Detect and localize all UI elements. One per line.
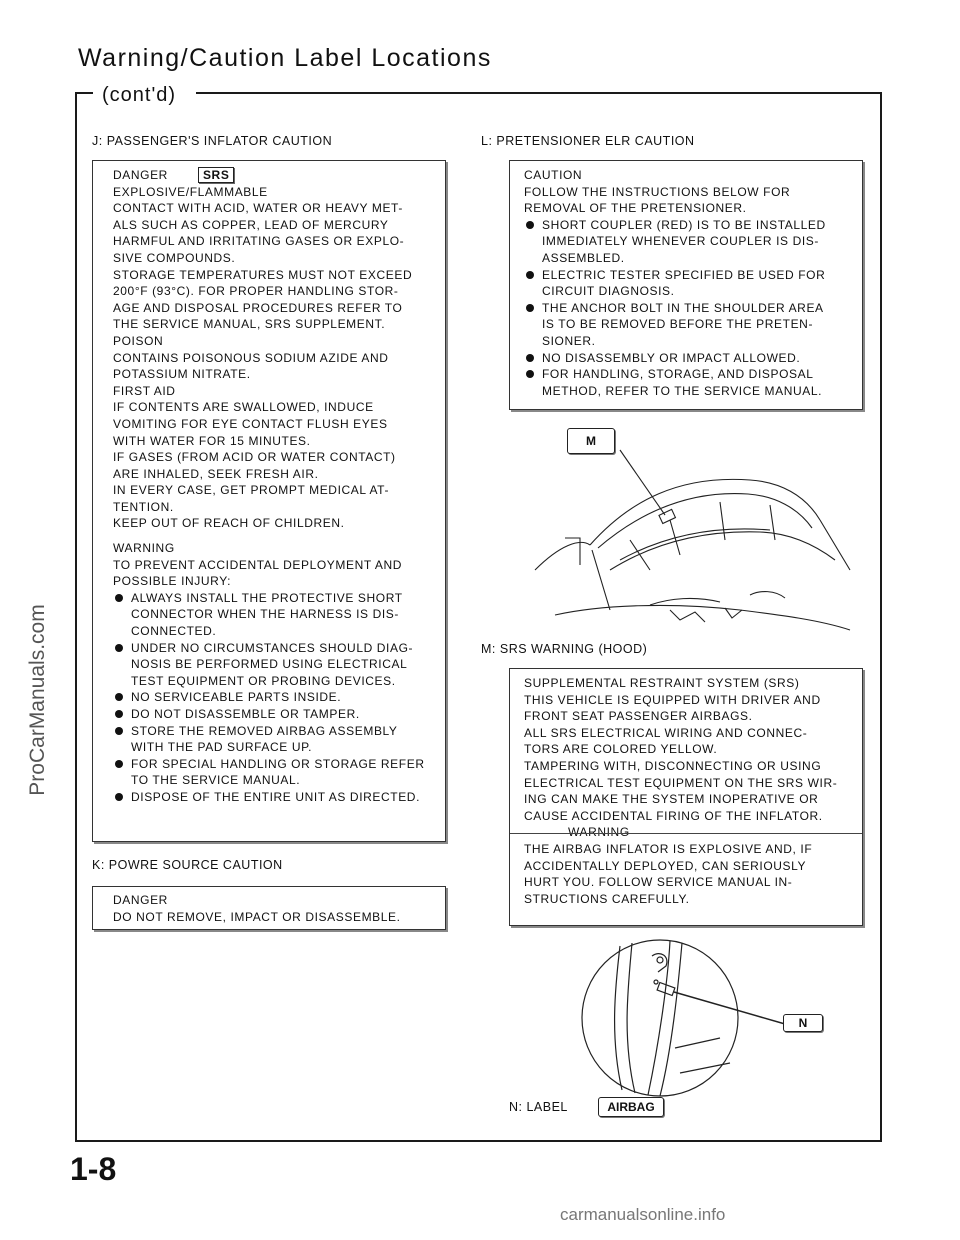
label-line: TO THE SERVICE MANUAL. xyxy=(131,773,301,788)
label-line: REMOVAL OF THE PRETENSIONER. xyxy=(524,201,747,216)
label-line: SIONER. xyxy=(542,333,596,348)
page-subtitle: (cont'd) xyxy=(102,84,177,106)
label-line: TAMPERING WITH, DISCONNECTING OR USING xyxy=(524,758,822,773)
section-l-label: L: PRETENSIONER ELR CAUTION xyxy=(481,134,695,148)
label-line: DANGER xyxy=(113,168,168,182)
label-line: STRUCTIONS CAREFULLY. xyxy=(524,891,690,906)
label-line: METHOD, REFER TO THE SERVICE MANUAL. xyxy=(542,383,823,398)
label-line: WITH WATER FOR 15 MINUTES. xyxy=(113,433,311,448)
label-line: POSSIBLE INJURY: xyxy=(113,574,232,589)
label-line: STORAGE TEMPERATURES MUST NOT EXCEED xyxy=(113,267,413,282)
label-line: IF CONTENTS ARE SWALLOWED, INDUCE xyxy=(113,400,374,415)
label-line: IMMEDIATELY WHENEVER COUPLER IS DIS- xyxy=(542,234,819,249)
watermark-text: ProCarManuals.com xyxy=(26,604,49,796)
section-n-label: N: LABEL xyxy=(509,1100,568,1114)
label-line: THIS VEHICLE IS EQUIPPED WITH DRIVER AND xyxy=(524,692,821,707)
label-line: ELECTRICAL TEST EQUIPMENT ON THE SRS WIR- xyxy=(524,775,838,790)
bullet-item: NO SERVICEABLE PARTS INSIDE. xyxy=(113,689,425,706)
label-line: THE AIRBAG INFLATOR IS EXPLOSIVE AND, IF xyxy=(524,841,813,856)
label-line: FOLLOW THE INSTRUCTIONS BELOW FOR xyxy=(524,184,791,199)
label-line: 200°F (93°C). FOR PROPER HANDLING STOR- xyxy=(113,284,399,299)
label-line: CONNECTOR WHEN THE HARNESS IS DIS- xyxy=(131,607,399,622)
label-line: KEEP OUT OF REACH OF CHILDREN. xyxy=(113,516,345,531)
label-line: IN EVERY CASE, GET PROMPT MEDICAL AT- xyxy=(113,483,390,498)
label-line: CONTACT WITH ACID, WATER OR HEAVY MET- xyxy=(113,201,403,216)
bullet-item: STORE THE REMOVED AIRBAG ASSEMBLY xyxy=(113,723,425,740)
label-line: TORS ARE COLORED YELLOW. xyxy=(524,742,718,757)
label-line: ALS SUCH AS COPPER, LEAD OF MERCURY xyxy=(113,217,389,232)
bullet-item: THE ANCHOR BOLT IN THE SHOULDER AREA xyxy=(524,300,826,317)
bullet-item: FOR SPECIAL HANDLING OR STORAGE REFER xyxy=(113,756,425,773)
label-line: TENTION. xyxy=(113,499,174,514)
section-j-label: J: PASSENGER'S INFLATOR CAUTION xyxy=(92,134,333,148)
section-m-text xyxy=(524,675,837,907)
bullet-item: DO NOT DISASSEMBLE OR TAMPER. xyxy=(113,706,425,723)
label-line: ASSEMBLED. xyxy=(542,250,625,265)
label-line: CAUTION xyxy=(524,168,583,182)
label-line: VOMITING FOR EYE CONTACT FLUSH EYES xyxy=(113,416,388,431)
bullet-item: ALWAYS INSTALL THE PROTECTIVE SHORT xyxy=(113,590,425,607)
label-line: THE SERVICE MANUAL, SRS SUPPLEMENT. xyxy=(113,317,386,332)
label-line: WARNING xyxy=(568,825,630,840)
label-line: FRONT SEAT PASSENGER AIRBAGS. xyxy=(524,709,753,724)
section-j-text xyxy=(113,167,425,806)
label-line: TO PREVENT ACCIDENTAL DEPLOYMENT AND xyxy=(113,557,402,572)
bullet-item: SHORT COUPLER (RED) IS TO BE INSTALLED xyxy=(524,217,826,234)
label-divider xyxy=(510,833,862,834)
label-line: CIRCUIT DIAGNOSIS. xyxy=(542,284,675,299)
bullet-item: FOR HANDLING, STORAGE, AND DISPOSAL xyxy=(524,366,826,383)
section-j-label-box xyxy=(92,160,446,842)
label-line: ARE INHALED, SEEK FRESH AIR. xyxy=(113,466,319,481)
page-number: 1-8 xyxy=(70,1151,117,1187)
label-line: CONTAINS POISONOUS SODIUM AZIDE AND xyxy=(113,350,389,365)
callout-m: M xyxy=(567,428,615,454)
label-line: TEST EQUIPMENT OR PROBING DEVICES. xyxy=(131,673,396,688)
bullet-item: ELECTRIC TESTER SPECIFIED BE USED FOR xyxy=(524,267,826,284)
label-line: EXPLOSIVE/FLAMMABLE xyxy=(113,184,268,199)
label-line: CAUSE ACCIDENTAL FIRING OF THE INFLATOR. xyxy=(524,808,823,823)
label-line: ACCIDENTALLY DEPLOYED, CAN SERIOUSLY xyxy=(524,858,807,873)
bullet-item: DISPOSE OF THE ENTIRE UNIT AS DIRECTED. xyxy=(113,789,425,806)
section-m-label: M: SRS WARNING (HOOD) xyxy=(481,642,648,656)
label-line: AGE AND DISPOSAL PROCEDURES REFER TO xyxy=(113,300,403,315)
label-line: HURT YOU. FOLLOW SERVICE MANUAL IN- xyxy=(524,875,793,890)
section-l-label-box xyxy=(509,160,863,410)
section-k-label-box xyxy=(92,886,446,930)
footer-watermark: carmanualsonline.info xyxy=(560,1205,726,1224)
label-line: POTASSIUM NITRATE. xyxy=(113,367,251,382)
label-line: IS TO BE REMOVED BEFORE THE PRETEN- xyxy=(542,317,814,332)
label-line: DANGER xyxy=(113,893,168,907)
page-title: Warning/Caution Label Locations xyxy=(78,44,492,72)
label-line: NOSIS BE PERFORMED USING ELECTRICAL xyxy=(131,657,408,672)
label-line: POISON xyxy=(113,333,164,348)
section-k-text xyxy=(113,892,401,925)
label-line: ALL SRS ELECTRICAL WIRING AND CONNEC- xyxy=(524,725,808,740)
label-line: WARNING xyxy=(113,541,175,556)
airbag-badge: AIRBAG xyxy=(598,1097,664,1117)
label-line: IF GASES (FROM ACID OR WATER CONTACT) xyxy=(113,450,396,465)
label-line: SIVE COMPOUNDS. xyxy=(113,250,236,265)
label-line: HARMFUL AND IRRITATING GASES OR EXPLO- xyxy=(113,234,405,249)
bullet-item: UNDER NO CIRCUMSTANCES SHOULD DIAG- xyxy=(113,640,425,657)
watermark xyxy=(18,500,58,900)
label-line: WITH THE PAD SURFACE UP. xyxy=(131,740,313,755)
section-m-label-box xyxy=(509,668,863,926)
section-l-text xyxy=(524,167,826,399)
bullet-item: NO DISASSEMBLY OR IMPACT ALLOWED. xyxy=(524,350,826,367)
section-k-label: K: POWRE SOURCE CAUTION xyxy=(92,858,283,872)
label-line: SUPPLEMENTAL RESTRAINT SYSTEM (SRS) xyxy=(524,676,800,690)
label-line: DO NOT REMOVE, IMPACT OR DISASSEMBLE. xyxy=(113,909,401,924)
label-line: FIRST AID xyxy=(113,383,176,398)
label-line: CONNECTED. xyxy=(131,624,217,639)
callout-n: N xyxy=(783,1014,823,1032)
srs-badge: SRS xyxy=(198,167,234,183)
label-line: ING CAN MAKE THE SYSTEM INOPERATIVE OR xyxy=(524,792,819,807)
